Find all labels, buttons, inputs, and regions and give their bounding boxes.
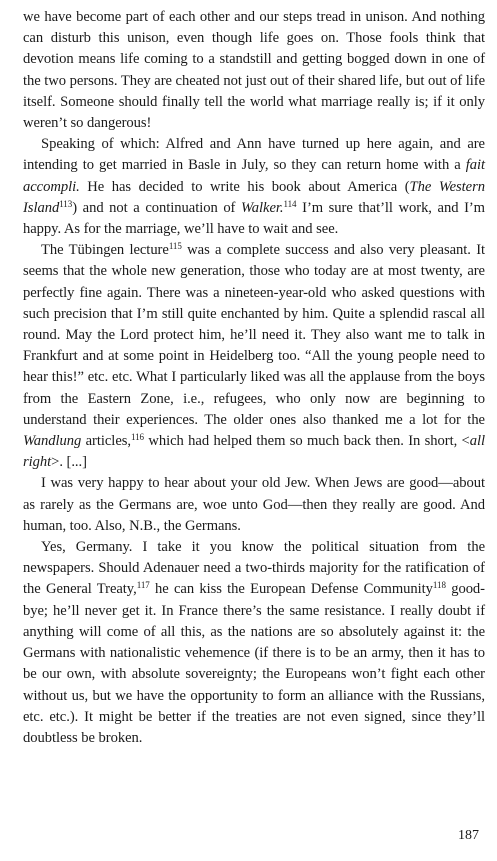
text-run: I’m sure that’ll work, and I’m happy. As for the marriage, we’ll have to wait and see.: [23, 199, 485, 238]
footnote-ref: 117: [136, 580, 150, 591]
text-run: articles,: [81, 433, 131, 450]
page-number: 187: [458, 828, 479, 843]
italic-text: The Western Island: [23, 178, 485, 216]
paragraph: [23, 537, 485, 749]
italic-text: Wandlung: [23, 433, 82, 450]
text-run: which had helped them so much back then. In short, <: [144, 433, 470, 450]
paragraph: [23, 240, 485, 473]
text-run: >. [...]: [51, 454, 87, 471]
text-run: Speaking of which: Alfred and Ann have turned up here again, and are intending to get married in Basle in July, so they can return home with a: [23, 136, 485, 174]
footnote-ref: 113: [59, 198, 73, 209]
italic-text: Walker.: [241, 199, 284, 216]
italic-text: all right: [23, 433, 485, 471]
footnote-ref: 118: [432, 580, 446, 591]
text-run: good-bye; he’ll never get it. In France there’s the same resistance. I really doubt if anything will come of all this, as the nations are so absolutely against it: the Germans with nationalistic vehemence (if there is to be an army, then it has to be our own, with absolute sovereignty; the Europeans won’t fight each other without us, but we have the opportunity to form an alliance with the Russians, etc. etc.). It might be better if the treaties are not even signed, since they’ll doubtless be broken.: [23, 581, 485, 746]
text-run: we have become part of each other and our steps tread in unison. And nothing can disturb this unison, even though life goes on. Those fools think that devotion means life coming to a standstill and getting bogged down in one of the two persons. They are cheated not just out of their shared life, but out of life itself. Someone should finally tell the world what marriage really is; if it only weren’t so dangerous!: [23, 9, 485, 132]
footnote-ref: 114: [283, 198, 297, 209]
paragraph: [23, 134, 485, 240]
text-run: he can kiss the European Defense Community: [149, 581, 433, 598]
text-run: Yes, Germany. I take it you know the political situation from the newspapers. Should Adenauer need a two-thirds majority for the ratification of the General Treaty,: [23, 539, 485, 598]
text-run: I was very happy to hear about your old Jew. When Jews are good—about as rarely as the Germans are, woe unto God—then they really are good. And human, too. Also, N.B., the Germans.: [23, 475, 485, 534]
italic-text: fait accompli.: [23, 157, 485, 195]
text-run: ) and not a continuation of: [72, 199, 241, 216]
paragraph: [23, 7, 485, 134]
text-run: The Tübingen lecture: [41, 242, 169, 259]
text-run: was a complete success and also very pleasant. It seems that the whole new generation, those who today are at most twenty, are perfectly fine again. There was a nineteen-year-old who asked questions with such precision that I’m still quite enchanted by him. Quite a splendid rascal all round. May the Lord protect him, he’ll need it. They also want me to talk in Frankfurt and at some point in Heidelberg too. “All the young people need to hear this!” etc. etc. What I particularly liked was all the applause from the boys from the Eastern Zone, i.e., refugees, who only now are beginning to understand their experiences. The older ones also thanked me a lot for the: [23, 242, 486, 428]
text-run: He has decided to write his book about America (: [79, 178, 410, 195]
footnote-ref: 115: [168, 241, 182, 252]
page-body: [23, 7, 485, 749]
paragraph: [23, 473, 485, 537]
footnote-ref: 116: [130, 432, 144, 443]
